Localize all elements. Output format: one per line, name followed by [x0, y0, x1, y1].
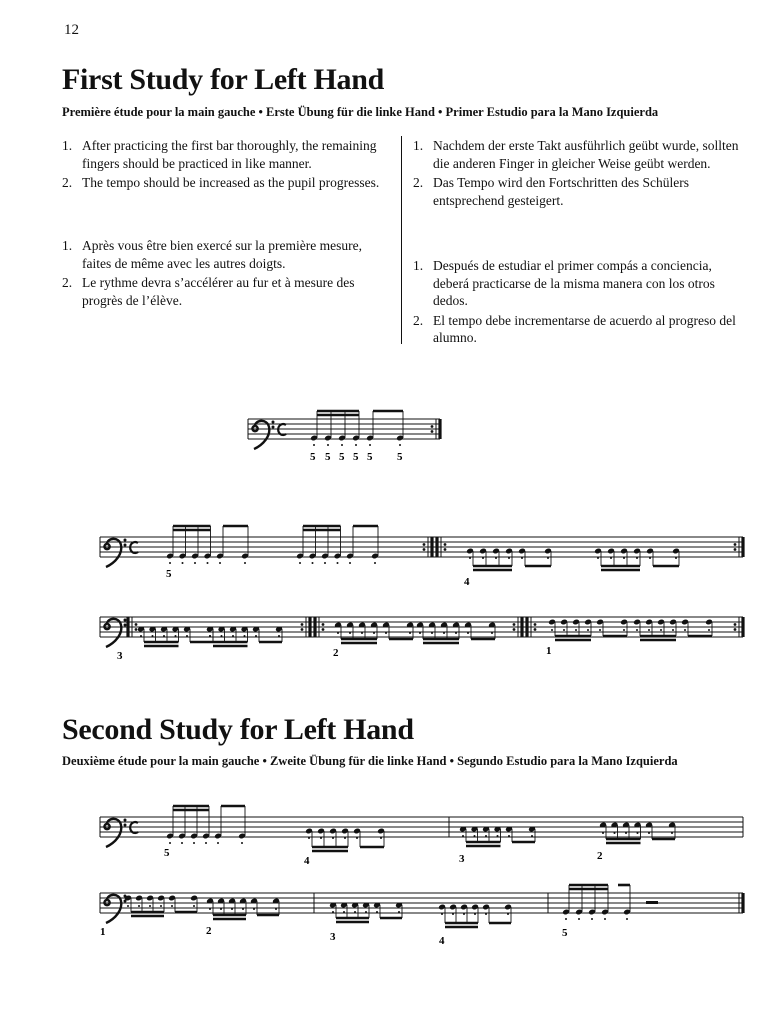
- staccato-dot: [343, 911, 345, 913]
- common-time-icon: [278, 424, 286, 435]
- repeat-dot: [534, 623, 537, 626]
- staccato-dot: [508, 835, 510, 837]
- fingering-number: 2: [597, 850, 603, 862]
- staccato-dot: [354, 911, 356, 913]
- staccato-dot: [623, 629, 625, 631]
- staccato-dot: [355, 444, 357, 446]
- staccato-dot: [495, 557, 497, 559]
- repeat-dot: [135, 623, 138, 626]
- list-item: 1. Nachdem der erste Takt ausführlich geübt wurde, sollten die anderen Finger in gleicher Weise geübt werden.: [413, 138, 739, 171]
- staccato-dot: [636, 629, 638, 631]
- bass-clef-icon: [104, 895, 121, 923]
- staccato-dot: [672, 629, 674, 631]
- staccato-dot: [376, 911, 378, 913]
- staccato-dot: [209, 908, 211, 910]
- staccato-dot: [278, 635, 280, 637]
- staccato-dot: [175, 635, 177, 637]
- fingering-number: 3: [459, 853, 465, 865]
- staccato-dot: [531, 835, 533, 837]
- list-item: 1. After practicing the first bar thoroughly, the remaining fingers should be practiced in like manner.: [62, 138, 377, 171]
- staccato-dot: [209, 635, 211, 637]
- staccato-dot: [684, 629, 686, 631]
- staccato-dot: [485, 913, 487, 915]
- page-number: 12: [64, 22, 79, 38]
- staccato-dot: [497, 835, 499, 837]
- staccato-dot: [169, 842, 171, 844]
- staccato-dot: [337, 632, 339, 634]
- staccato-dot: [551, 629, 553, 631]
- staccato-dot: [219, 562, 221, 564]
- staccato-dot: [152, 635, 154, 637]
- staccato-dot: [623, 557, 625, 559]
- staccato-dot: [312, 562, 314, 564]
- list-item: 2. The tempo should be increased as the pupil progresses.: [62, 175, 380, 190]
- staccato-dot: [521, 557, 523, 559]
- staccato-dot: [365, 911, 367, 913]
- staccato-dot: [327, 444, 329, 446]
- staccato-dot: [332, 911, 334, 913]
- repeat-dot: [513, 628, 516, 631]
- list-item: 2. Das Tempo wird den Fortschritten des Schülers entsprechend gesteigert.: [413, 175, 690, 208]
- staccato-dot: [181, 842, 183, 844]
- fingering-number: 1: [100, 926, 106, 938]
- staff-example: [248, 411, 440, 449]
- staccato-dot: [374, 562, 376, 564]
- fingering-number: 2: [333, 647, 339, 659]
- staccato-dot: [708, 629, 710, 631]
- second-study-title: Second Study for Left Hand: [62, 713, 414, 746]
- staccato-dot: [313, 444, 315, 446]
- repeat-dot: [513, 623, 516, 626]
- staccato-dot: [349, 562, 351, 564]
- staccato-dot: [547, 557, 549, 559]
- staccato-dot: [482, 557, 484, 559]
- list-item: 2. Le rythme devra s’accélérer au fur et à mesure des progrès de l’élève.: [62, 275, 355, 308]
- staccato-dot: [660, 629, 662, 631]
- staccato-dot: [431, 632, 433, 634]
- clef-dot: [124, 824, 127, 827]
- repeat-dot: [135, 628, 138, 631]
- fingering-number: 5: [325, 451, 331, 463]
- fingering-number: 5: [339, 451, 345, 463]
- common-time-icon: [130, 542, 138, 553]
- staccato-dot: [244, 562, 246, 564]
- staccato-dot: [398, 911, 400, 913]
- repeat-dot: [734, 543, 737, 546]
- repeat-dot: [322, 628, 325, 631]
- repeat-dot: [301, 628, 304, 631]
- staccato-dot: [127, 905, 129, 907]
- staccato-dot: [356, 837, 358, 839]
- clef-dot: [272, 426, 275, 429]
- staccato-dot: [443, 632, 445, 634]
- staccato-dot: [563, 629, 565, 631]
- staccato-dot: [186, 635, 188, 637]
- staccato-dot: [648, 832, 650, 834]
- staccato-dot: [253, 908, 255, 910]
- clef-dot: [124, 624, 127, 627]
- staccato-dot: [193, 842, 195, 844]
- bass-clef-icon: [252, 421, 269, 449]
- staccato-dot: [399, 444, 401, 446]
- first-study-title: First Study for Left Hand: [62, 63, 384, 96]
- staccato-dot: [597, 557, 599, 559]
- staccato-dot: [474, 913, 476, 915]
- fingering-number: 5: [367, 451, 373, 463]
- fingering-number: 5: [397, 451, 403, 463]
- staccato-dot: [463, 913, 465, 915]
- staccato-dot: [491, 632, 493, 634]
- list-item: 1. Après vous être bien exercé sur la première mesure, faites de même avec les autres doigts.: [62, 238, 362, 271]
- staccato-dot: [419, 632, 421, 634]
- staccato-dot: [349, 632, 351, 634]
- staccato-dot: [232, 635, 234, 637]
- repeat-dot: [444, 543, 447, 546]
- common-time-icon: [130, 822, 138, 833]
- staccato-dot: [182, 562, 184, 564]
- fingering-number: 5: [562, 927, 568, 939]
- clef-dot: [124, 619, 127, 622]
- repeat-dot: [301, 623, 304, 626]
- fingering-number: 4: [439, 935, 445, 947]
- staccato-dot: [469, 557, 471, 559]
- staccato-dot: [160, 905, 162, 907]
- staccato-dot: [507, 913, 509, 915]
- fingering-number: 4: [304, 855, 310, 867]
- staccato-dot: [217, 842, 219, 844]
- staccato-dot: [205, 842, 207, 844]
- repeat-dot: [734, 628, 737, 631]
- staccato-dot: [610, 557, 612, 559]
- staccato-dot: [452, 913, 454, 915]
- staccato-dot: [341, 444, 343, 446]
- staccato-dot: [220, 908, 222, 910]
- staccato-dot: [169, 562, 171, 564]
- staff-second-row-1: [100, 806, 743, 851]
- repeat-dot: [534, 628, 537, 631]
- staccato-dot: [140, 635, 142, 637]
- staccato-dot: [614, 832, 616, 834]
- staccato-dot: [207, 562, 209, 564]
- staccato-dot: [163, 635, 165, 637]
- staccato-dot: [255, 635, 257, 637]
- staccato-dot: [242, 908, 244, 910]
- repeat-dot: [322, 623, 325, 626]
- clef-dot: [124, 544, 127, 547]
- staff-second-row-2: [100, 885, 743, 927]
- staccato-dot: [332, 837, 334, 839]
- fingering-number: 3: [117, 650, 123, 662]
- staccato-dot: [409, 632, 411, 634]
- list-item: 1. Después de estudiar el primer compás a conciencia, deberá practicarse de la misma manera con los otros dedos.: [413, 258, 715, 308]
- repeat-dot: [431, 430, 434, 433]
- staccato-dot: [575, 629, 577, 631]
- staff-first-row-1: [100, 526, 743, 570]
- staccato-dot: [194, 562, 196, 564]
- staccato-dot: [241, 842, 243, 844]
- staccato-dot: [626, 918, 628, 920]
- staccato-dot: [467, 632, 469, 634]
- staccato-dot: [324, 562, 326, 564]
- second-study-subtitle: Deuxième étude pour la main gauche • Zweite Übung für die linke Hand • Segundo Estudio para la Mano Izquierda: [62, 754, 678, 768]
- staccato-dot: [441, 913, 443, 915]
- list-item: 2. El tempo debe incrementarse de acuerdo al progreso del alumno.: [413, 312, 736, 345]
- staccato-dot: [649, 557, 651, 559]
- clef-dot: [124, 539, 127, 542]
- staccato-dot: [337, 562, 339, 564]
- staccato-dot: [485, 835, 487, 837]
- staccato-dot: [602, 832, 604, 834]
- staccato-dot: [361, 632, 363, 634]
- staccato-dot: [373, 632, 375, 634]
- fingering-number: 2: [206, 925, 212, 937]
- staff-first-row-2: [100, 617, 743, 647]
- staccato-dot: [193, 905, 195, 907]
- fingering-number: 5: [166, 568, 172, 580]
- staccato-dot: [171, 905, 173, 907]
- bass-clef-icon: [104, 539, 121, 567]
- staccato-dot: [591, 918, 593, 920]
- staccato-dot: [474, 835, 476, 837]
- staccato-dot: [587, 629, 589, 631]
- staccato-dot: [462, 835, 464, 837]
- staccato-dot: [308, 837, 310, 839]
- staccato-dot: [138, 905, 140, 907]
- staccato-dot: [221, 635, 223, 637]
- staccato-dot: [344, 837, 346, 839]
- fingering-number: 1: [546, 645, 552, 657]
- fingering-number: 5: [164, 847, 170, 859]
- staccato-dot: [648, 629, 650, 631]
- staccato-dot: [149, 905, 151, 907]
- staccato-dot: [275, 908, 277, 910]
- first-study-subtitle: Première étude pour la main gauche • Erste Übung für die linke Hand • Primer Estudio para la Mano Izquierda: [62, 105, 659, 119]
- staccato-dot: [380, 837, 382, 839]
- staccato-dot: [231, 908, 233, 910]
- clef-dot: [124, 819, 127, 822]
- staccato-dot: [625, 832, 627, 834]
- bass-clef-icon: [104, 819, 121, 847]
- repeat-dot: [444, 548, 447, 551]
- bass-clef-icon: [104, 619, 121, 647]
- staccato-dot: [455, 632, 457, 634]
- staccato-dot: [637, 832, 639, 834]
- clef-dot: [272, 421, 275, 424]
- staccato-dot: [565, 918, 567, 920]
- fingering-number: 4: [464, 576, 470, 588]
- half-rest: [646, 901, 658, 904]
- staccato-dot: [578, 918, 580, 920]
- repeat-dot: [431, 425, 434, 428]
- staccato-dot: [604, 918, 606, 920]
- fingering-number: 5: [353, 451, 359, 463]
- repeat-dot: [734, 548, 737, 551]
- staccato-dot: [320, 837, 322, 839]
- repeat-dot: [423, 543, 426, 546]
- staccato-dot: [508, 557, 510, 559]
- repeat-dot: [734, 623, 737, 626]
- repeat-dot: [423, 548, 426, 551]
- staccato-dot: [671, 832, 673, 834]
- staccato-dot: [299, 562, 301, 564]
- staccato-dot: [385, 632, 387, 634]
- staccato-dot: [675, 557, 677, 559]
- staccato-dot: [244, 635, 246, 637]
- fingering-number: 5: [310, 451, 316, 463]
- staccato-dot: [599, 629, 601, 631]
- staccato-dot: [636, 557, 638, 559]
- staccato-dot: [369, 444, 371, 446]
- fingering-number: 3: [330, 931, 336, 943]
